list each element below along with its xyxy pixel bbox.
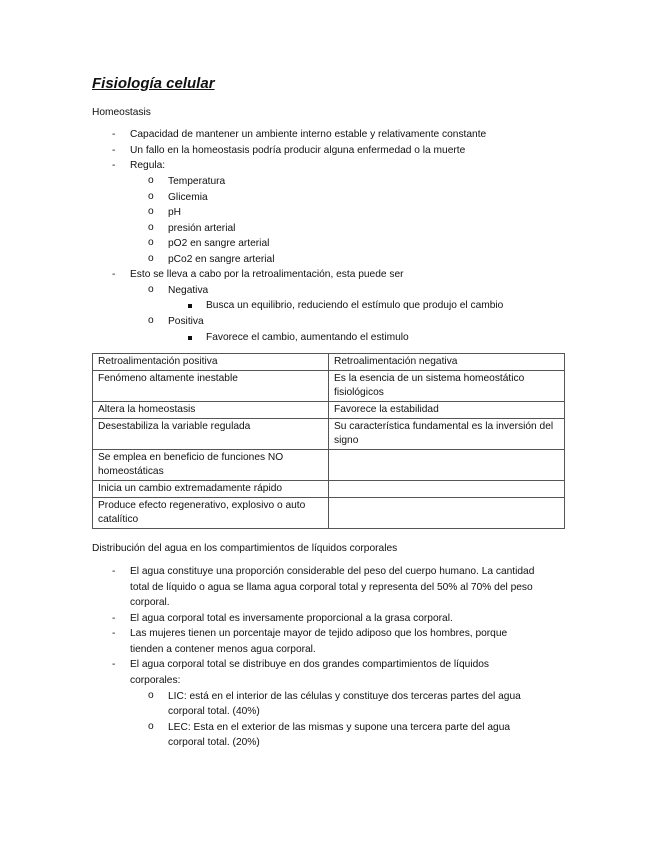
table-cell <box>329 450 565 481</box>
sub-item-line: corporal total. (20%) <box>168 737 260 748</box>
list-item: Un fallo en la homeostasis podría producir alguna enfermedad o la muerte <box>130 145 466 156</box>
sub-item-negativa: Negativa <box>168 285 209 296</box>
page-title: Fisiología celular <box>92 75 215 92</box>
dash-bullet: - <box>112 566 116 577</box>
sub-item-line: corporal total. (40%) <box>168 706 260 717</box>
sub-item-line: LEC: Esta en el exterior de las mismas y supone una tercera parte del agua <box>168 722 511 733</box>
sub-item: pO2 en sangre arterial <box>168 238 270 249</box>
list-item-line: total de líquido o agua se llama agua corporal total y representa del 50% al 70% del peso <box>130 582 533 593</box>
circle-bullet: o <box>148 315 154 326</box>
list-item-line: El agua constituye una proporción considerable del peso del cuerpo humano. La cantidad <box>130 566 535 577</box>
table-cell: Fenómeno altamente inestable <box>93 371 329 402</box>
circle-bullet: o <box>148 721 154 732</box>
table-row <box>93 371 565 402</box>
circle-bullet: o <box>148 206 154 217</box>
sub-sub-item: Favorece el cambio, aumentando el estimulo <box>206 332 409 343</box>
table-cell <box>329 481 565 498</box>
table-header-row <box>93 354 565 371</box>
table-header-cell: Retroalimentación positiva <box>93 354 329 371</box>
table-cell: Su característica fundamental es la inversión del signo <box>329 419 565 450</box>
table-cell: Inicia un cambio extremadamente rápido <box>93 481 329 498</box>
circle-bullet: o <box>148 222 154 233</box>
circle-bullet: o <box>148 690 154 701</box>
dash-bullet: - <box>112 628 116 639</box>
list-item: Regula: <box>130 160 166 171</box>
table-cell: Es la esencia de un sistema homeostático fisiológicos <box>329 371 565 402</box>
table-cell: Favorece la estabilidad <box>329 402 565 419</box>
dash-bullet: - <box>112 659 116 670</box>
table-row <box>93 402 565 419</box>
dash-bullet: - <box>112 613 116 624</box>
square-bullet <box>188 304 192 308</box>
sub-item: presión arterial <box>168 223 236 234</box>
table-cell <box>329 498 565 529</box>
list-item: Esto se lleva a cabo por la retroalimentación, esta puede ser <box>130 269 404 280</box>
sub-item-line: LIC: está en el interior de las células y constituye dos terceras partes del agua <box>168 691 521 702</box>
table-row <box>93 419 565 450</box>
dash-bullet: - <box>112 129 116 140</box>
sub-item: Temperatura <box>168 176 226 187</box>
circle-bullet: o <box>148 253 154 264</box>
list-item-line: tienden a contener menos agua corporal. <box>130 644 316 655</box>
sub-item: pCo2 en sangre arterial <box>168 254 275 265</box>
table-cell: Produce efecto regenerativo, explosivo o auto catalítico <box>93 498 329 529</box>
sub-sub-item: Busca un equilibrio, reduciendo el estímulo que produjo el cambio <box>206 300 504 311</box>
table-row <box>93 481 565 498</box>
list-item-line: corporal. <box>130 597 170 608</box>
sub-item: Glicemia <box>168 192 208 203</box>
dash-bullet: - <box>112 160 116 171</box>
list-item: El agua corporal total es inversamente proporcional a la grasa corporal. <box>130 613 453 624</box>
circle-bullet: o <box>148 237 154 248</box>
sub-item: pH <box>168 207 182 218</box>
circle-bullet: o <box>148 284 154 295</box>
section-heading-agua: Distribución del agua en los compartimientos de líquidos corporales <box>92 543 398 554</box>
table-cell: Desestabiliza la variable regulada <box>93 419 329 450</box>
list-item-line: corporales: <box>130 675 181 686</box>
list-item-line: El agua corporal total se distribuye en dos grandes compartimientos de líquidos <box>130 659 490 670</box>
section-heading-homeostasis: Homeostasis <box>92 107 151 118</box>
table-header-cell: Retroalimentación negativa <box>329 354 565 371</box>
dash-bullet: - <box>112 269 116 280</box>
dash-bullet: - <box>112 145 116 156</box>
table-row <box>93 498 565 529</box>
circle-bullet: o <box>148 175 154 186</box>
table-row <box>93 450 565 481</box>
feedback-comparison-table <box>92 353 565 529</box>
list-item: Capacidad de mantener un ambiente interno estable y relativamente constante <box>130 129 487 140</box>
square-bullet <box>188 336 192 340</box>
list-item-line: Las mujeres tienen un porcentaje mayor de tejido adiposo que los hombres, porque <box>130 628 508 639</box>
sub-item-positiva: Positiva <box>168 316 204 327</box>
table-cell: Se emplea en beneficio de funciones NO homeostáticas <box>93 450 329 481</box>
table-cell: Altera la homeostasis <box>93 402 329 419</box>
circle-bullet: o <box>148 191 154 202</box>
